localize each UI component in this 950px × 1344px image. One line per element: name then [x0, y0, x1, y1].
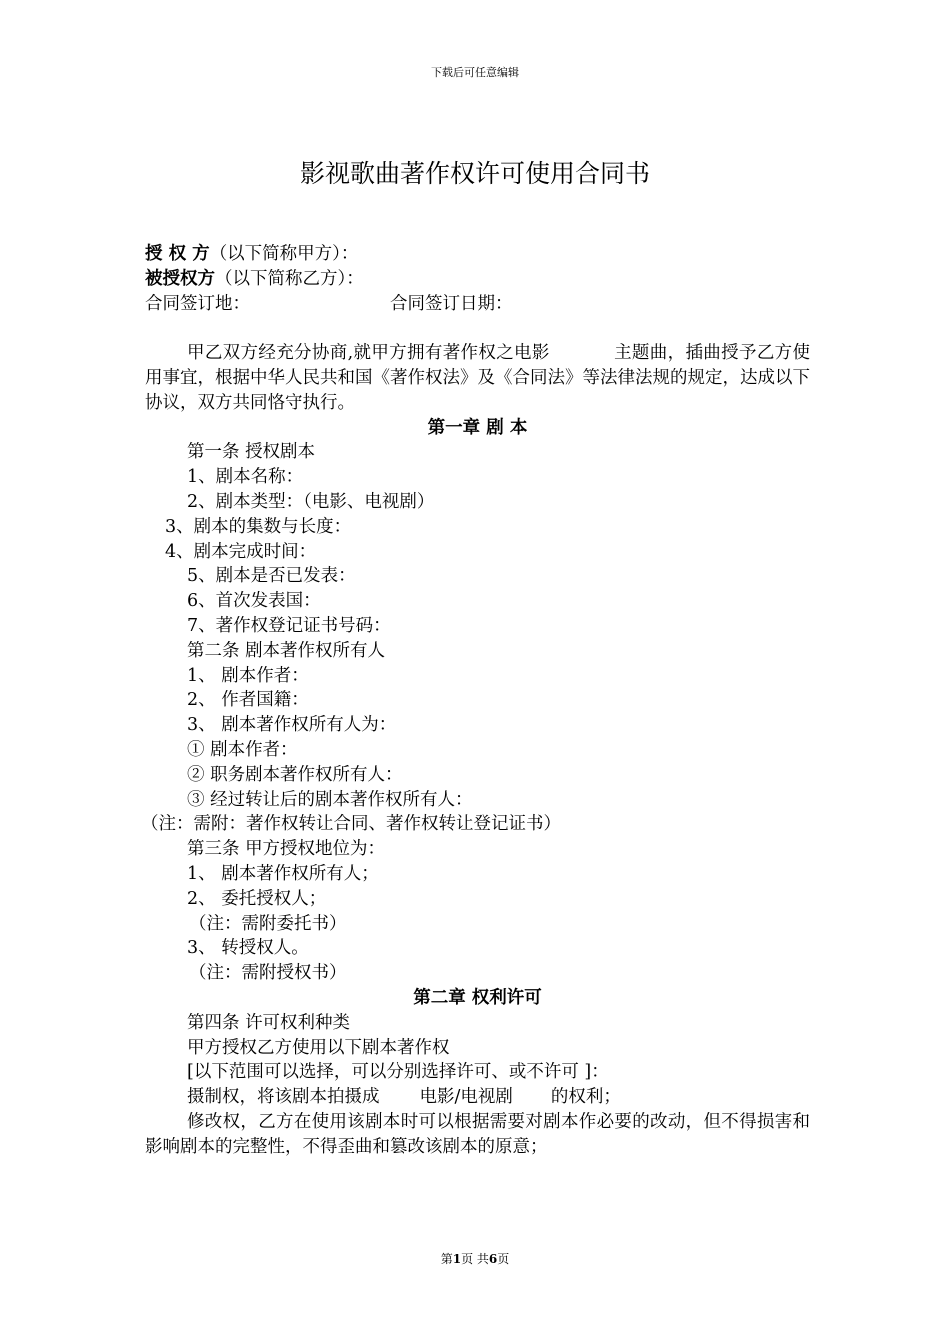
licensor-label: 授 权 方 — [145, 244, 210, 264]
article-1-heading: 第一条 授权剧本 — [187, 442, 316, 463]
page-number: 1 — [452, 1252, 462, 1266]
sign-date: 合同签订日期： — [390, 293, 513, 314]
licensor-rest: （以下简称甲方）： — [209, 244, 359, 264]
chapter-2-heading: 第二章 权利许可 — [413, 987, 542, 1008]
licensee-rest: （以下简称乙方）： — [215, 268, 364, 289]
shooting-right-line: 摄制权，将该剧本拍摄成 电影/电视剧 的权利； — [187, 1087, 621, 1108]
article-3-item: 3、 转授权人。 — [187, 938, 309, 959]
article-1-item: 2、剧本类型：（电影、电视剧） — [187, 491, 435, 512]
sign-place: 合同签订地： — [145, 293, 250, 314]
article-2-heading: 第二条 剧本著作权所有人 — [187, 640, 386, 661]
article-1-item: 5、剧本是否已发表： — [187, 566, 356, 587]
document-body — [141, 242, 811, 1159]
article-1-item: 3、剧本的集数与长度： — [165, 516, 352, 537]
article-3-heading: 第三条 甲方授权地位为： — [187, 839, 386, 860]
licensee-label: 被授权方 — [145, 268, 215, 289]
article-1-item: 7、著作权登记证书号码： — [187, 615, 391, 636]
licensee-line — [145, 267, 810, 292]
page-header-note: 下载后可任意编辑 — [431, 66, 519, 79]
article-4-line: 甲方授权乙方使用以下剧本著作权 — [187, 1037, 450, 1058]
article-2-item: ① 剧本作者： — [187, 739, 298, 760]
article-2-item: 1、 剧本作者： — [187, 665, 309, 686]
article-2-item: ③ 经过转让后的剧本著作权所有人： — [187, 789, 473, 810]
article-1-item: 1、剧本名称： — [187, 467, 304, 488]
article-3-note: （注：需附委托书） — [189, 913, 347, 934]
sign-line — [145, 292, 810, 317]
modification-right-paragraph: 修改权，乙方在使用该剧本时可以根据需要对剧本作必要的改动，但不得损害和影响剧本的完整性，不得歪曲和篡改该剧本的原意； — [145, 1111, 810, 1157]
article-1-item: 4、剧本完成时间： — [165, 541, 317, 562]
article-4-heading: 第四条 许可权利种类 — [187, 1012, 351, 1033]
licensor-line — [145, 242, 810, 267]
intro-paragraph: 甲乙双方经充分协商,就甲方拥有著作权之电影 主题曲，插曲授予乙方使用事宜，根据中华人民共和国《著作权法》及《合同法》等法律法规的规定，达成以下协议，双方共同恪守执行。 — [145, 343, 811, 413]
page-total: 6 — [488, 1252, 498, 1266]
chapter-1-heading: 第一章 剧 本 — [427, 417, 528, 438]
article-2-item: 2、 作者国籍： — [187, 690, 309, 711]
article-2-note: （注：需附：著作权转让合同、著作权转让登记证书） — [141, 814, 561, 835]
article-2-item: 3、 剧本著作权所有人为： — [187, 715, 397, 736]
article-1-item: 6、首次发表国： — [187, 591, 321, 612]
article-4-line: [以下范围可以选择，可以分别选择许可、或不许可 ]： — [187, 1062, 609, 1083]
document-title: 影视歌曲著作权许可使用合同书 — [299, 159, 650, 188]
page-footer: 第1页 共6页 — [440, 1252, 510, 1266]
article-3-item: 2、 委托授权人； — [187, 888, 327, 909]
article-3-note: （注：需附授权书） — [189, 963, 347, 984]
article-2-item: ② 职务剧本著作权所有人： — [187, 764, 403, 785]
article-3-item: 1、 剧本著作权所有人； — [187, 863, 379, 884]
